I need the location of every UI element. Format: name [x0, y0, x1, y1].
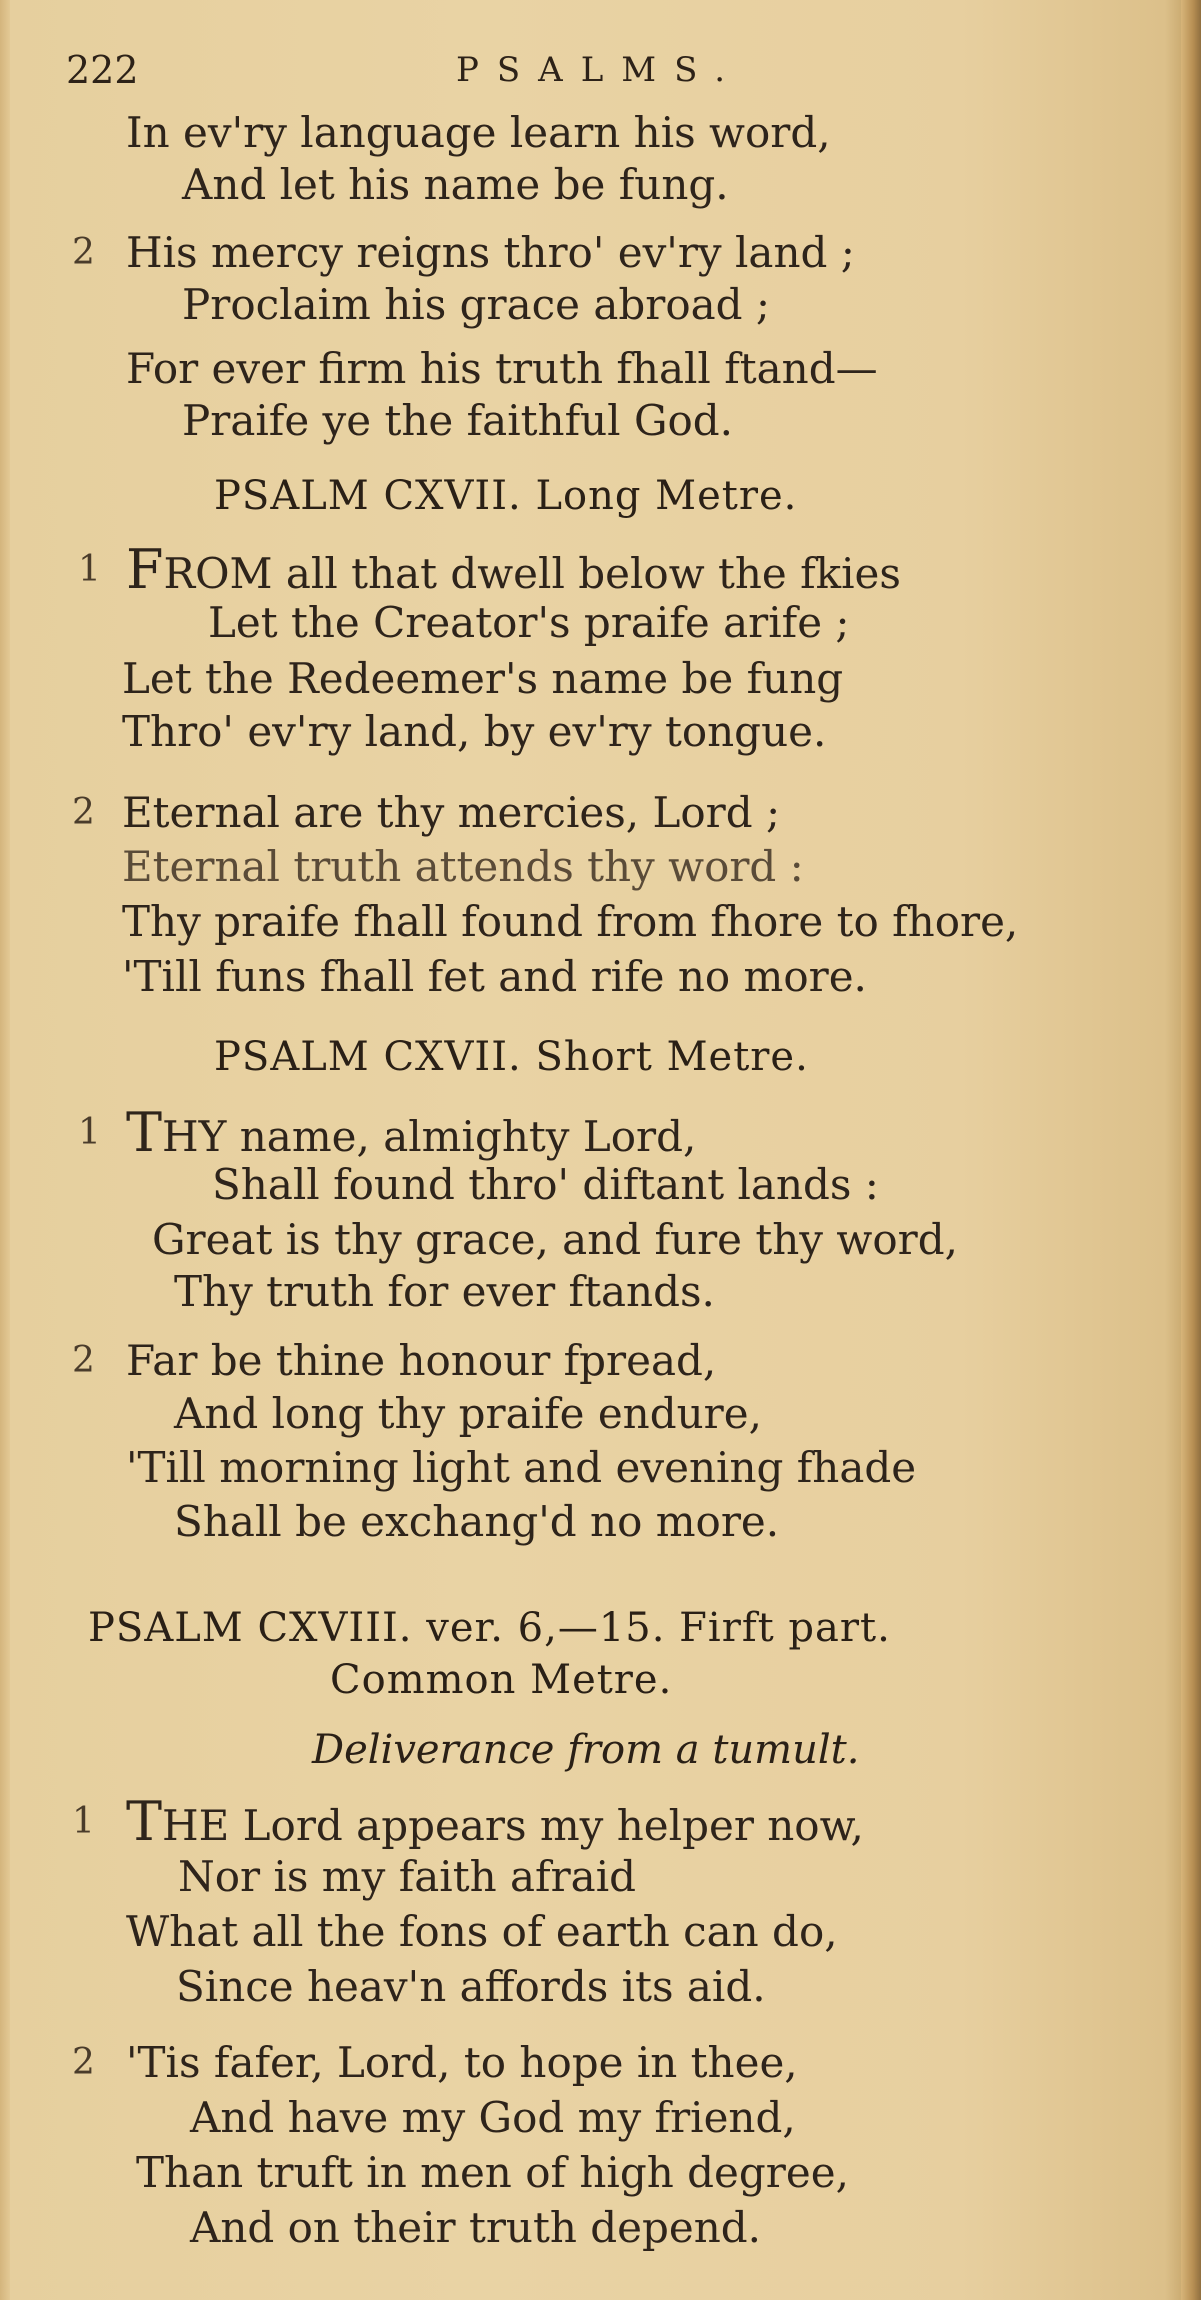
verse-line: And have my God my friend,: [190, 2093, 796, 2142]
verse-line: Nor is my faith afraid: [178, 1852, 637, 1901]
verse-number: 1: [72, 1801, 95, 1842]
verse-number: 2: [72, 2042, 95, 2083]
verse-line: And long thy praife endure,: [174, 1389, 762, 1438]
verse-line: Let the Redeemer's name be fung: [122, 654, 844, 703]
psalm-subtitle: Deliverance from a tumult.: [312, 1727, 860, 1773]
verse-line-first: [126, 1101, 697, 1164]
verse-line: And let his name be fung.: [182, 160, 729, 209]
verse-line: In ev'ry language learn his word,: [126, 108, 831, 157]
verse-line: Thy praife fhall found from fhore to fhore,: [122, 897, 1019, 946]
verse-line: 'Tis fafer, Lord, to hope in thee,: [126, 2038, 798, 2087]
verse-line: Thro' ev'ry land, by ev'ry tongue.: [122, 707, 827, 756]
verse-line: Eternal truth attends thy word :: [122, 842, 804, 891]
drop-cap: F: [126, 538, 164, 601]
page-number: 222: [66, 48, 139, 92]
verse-line: Thy truth for ever ftands.: [174, 1267, 715, 1316]
verse-line: Great is thy grace, and fure thy word,: [152, 1215, 958, 1264]
verse-line: 'Till morning light and evening fhade: [126, 1443, 917, 1492]
psalm-heading: PSALM CXVII. Short Metre.: [214, 1034, 809, 1080]
drop-cap: T: [126, 1101, 163, 1164]
verse-line: Shall found thro' diftant lands :: [212, 1160, 879, 1209]
verse-line-first: [126, 538, 901, 601]
page-header: [66, 46, 1146, 94]
drop-cap: T: [126, 1790, 163, 1853]
page-left-edge: [0, 0, 10, 2300]
verse-line: Let the Creator's praife arife ;: [208, 598, 850, 647]
verse-number: 2: [72, 1340, 95, 1381]
verse-line: Far be thine honour fpread,: [126, 1336, 717, 1385]
verse-line: Since heav'n affords its aid.: [176, 1962, 766, 2011]
verse-line: His mercy reigns thro' ev'ry land ;: [126, 228, 855, 277]
verse-line-text: ROM all that dwell below the fkies: [163, 549, 901, 598]
verse-line-text: HY name, almighty Lord,: [162, 1112, 697, 1161]
verse-line: 'Till funs fhall fet and rife no more.: [122, 952, 867, 1001]
verse-line: What all the fons of earth can do,: [126, 1907, 838, 1956]
metre-label: Common Metre.: [330, 1657, 673, 1703]
verse-line: And on their truth depend.: [190, 2203, 761, 2252]
psalm-heading: PSALM CXVIII. ver. 6,—15. Firft part.: [88, 1605, 891, 1651]
verse-number: 1: [78, 549, 101, 590]
psalm-heading: PSALM CXVII. Long Metre.: [214, 473, 798, 519]
page-right-edge: [1181, 0, 1201, 2300]
verse-line: Shall be exchang'd no more.: [174, 1497, 780, 1546]
verse-line-text: HE Lord appears my helper now,: [162, 1801, 864, 1850]
verse-line: Praife ye the faithful God.: [182, 396, 734, 445]
verse-number: 1: [78, 1112, 101, 1153]
verse-line: Eternal are thy mercies, Lord ;: [122, 788, 781, 837]
verse-number: 2: [72, 232, 95, 273]
verse-line-first: [126, 1790, 864, 1853]
verse-line: Proclaim his grace abroad ;: [182, 280, 771, 329]
verse-line: For ever firm his truth fhall ftand—: [126, 344, 878, 393]
running-title: PSALMS.: [456, 50, 744, 90]
verse-number: 2: [72, 792, 95, 833]
verse-line: Than truft in men of high degree,: [136, 2148, 849, 2197]
